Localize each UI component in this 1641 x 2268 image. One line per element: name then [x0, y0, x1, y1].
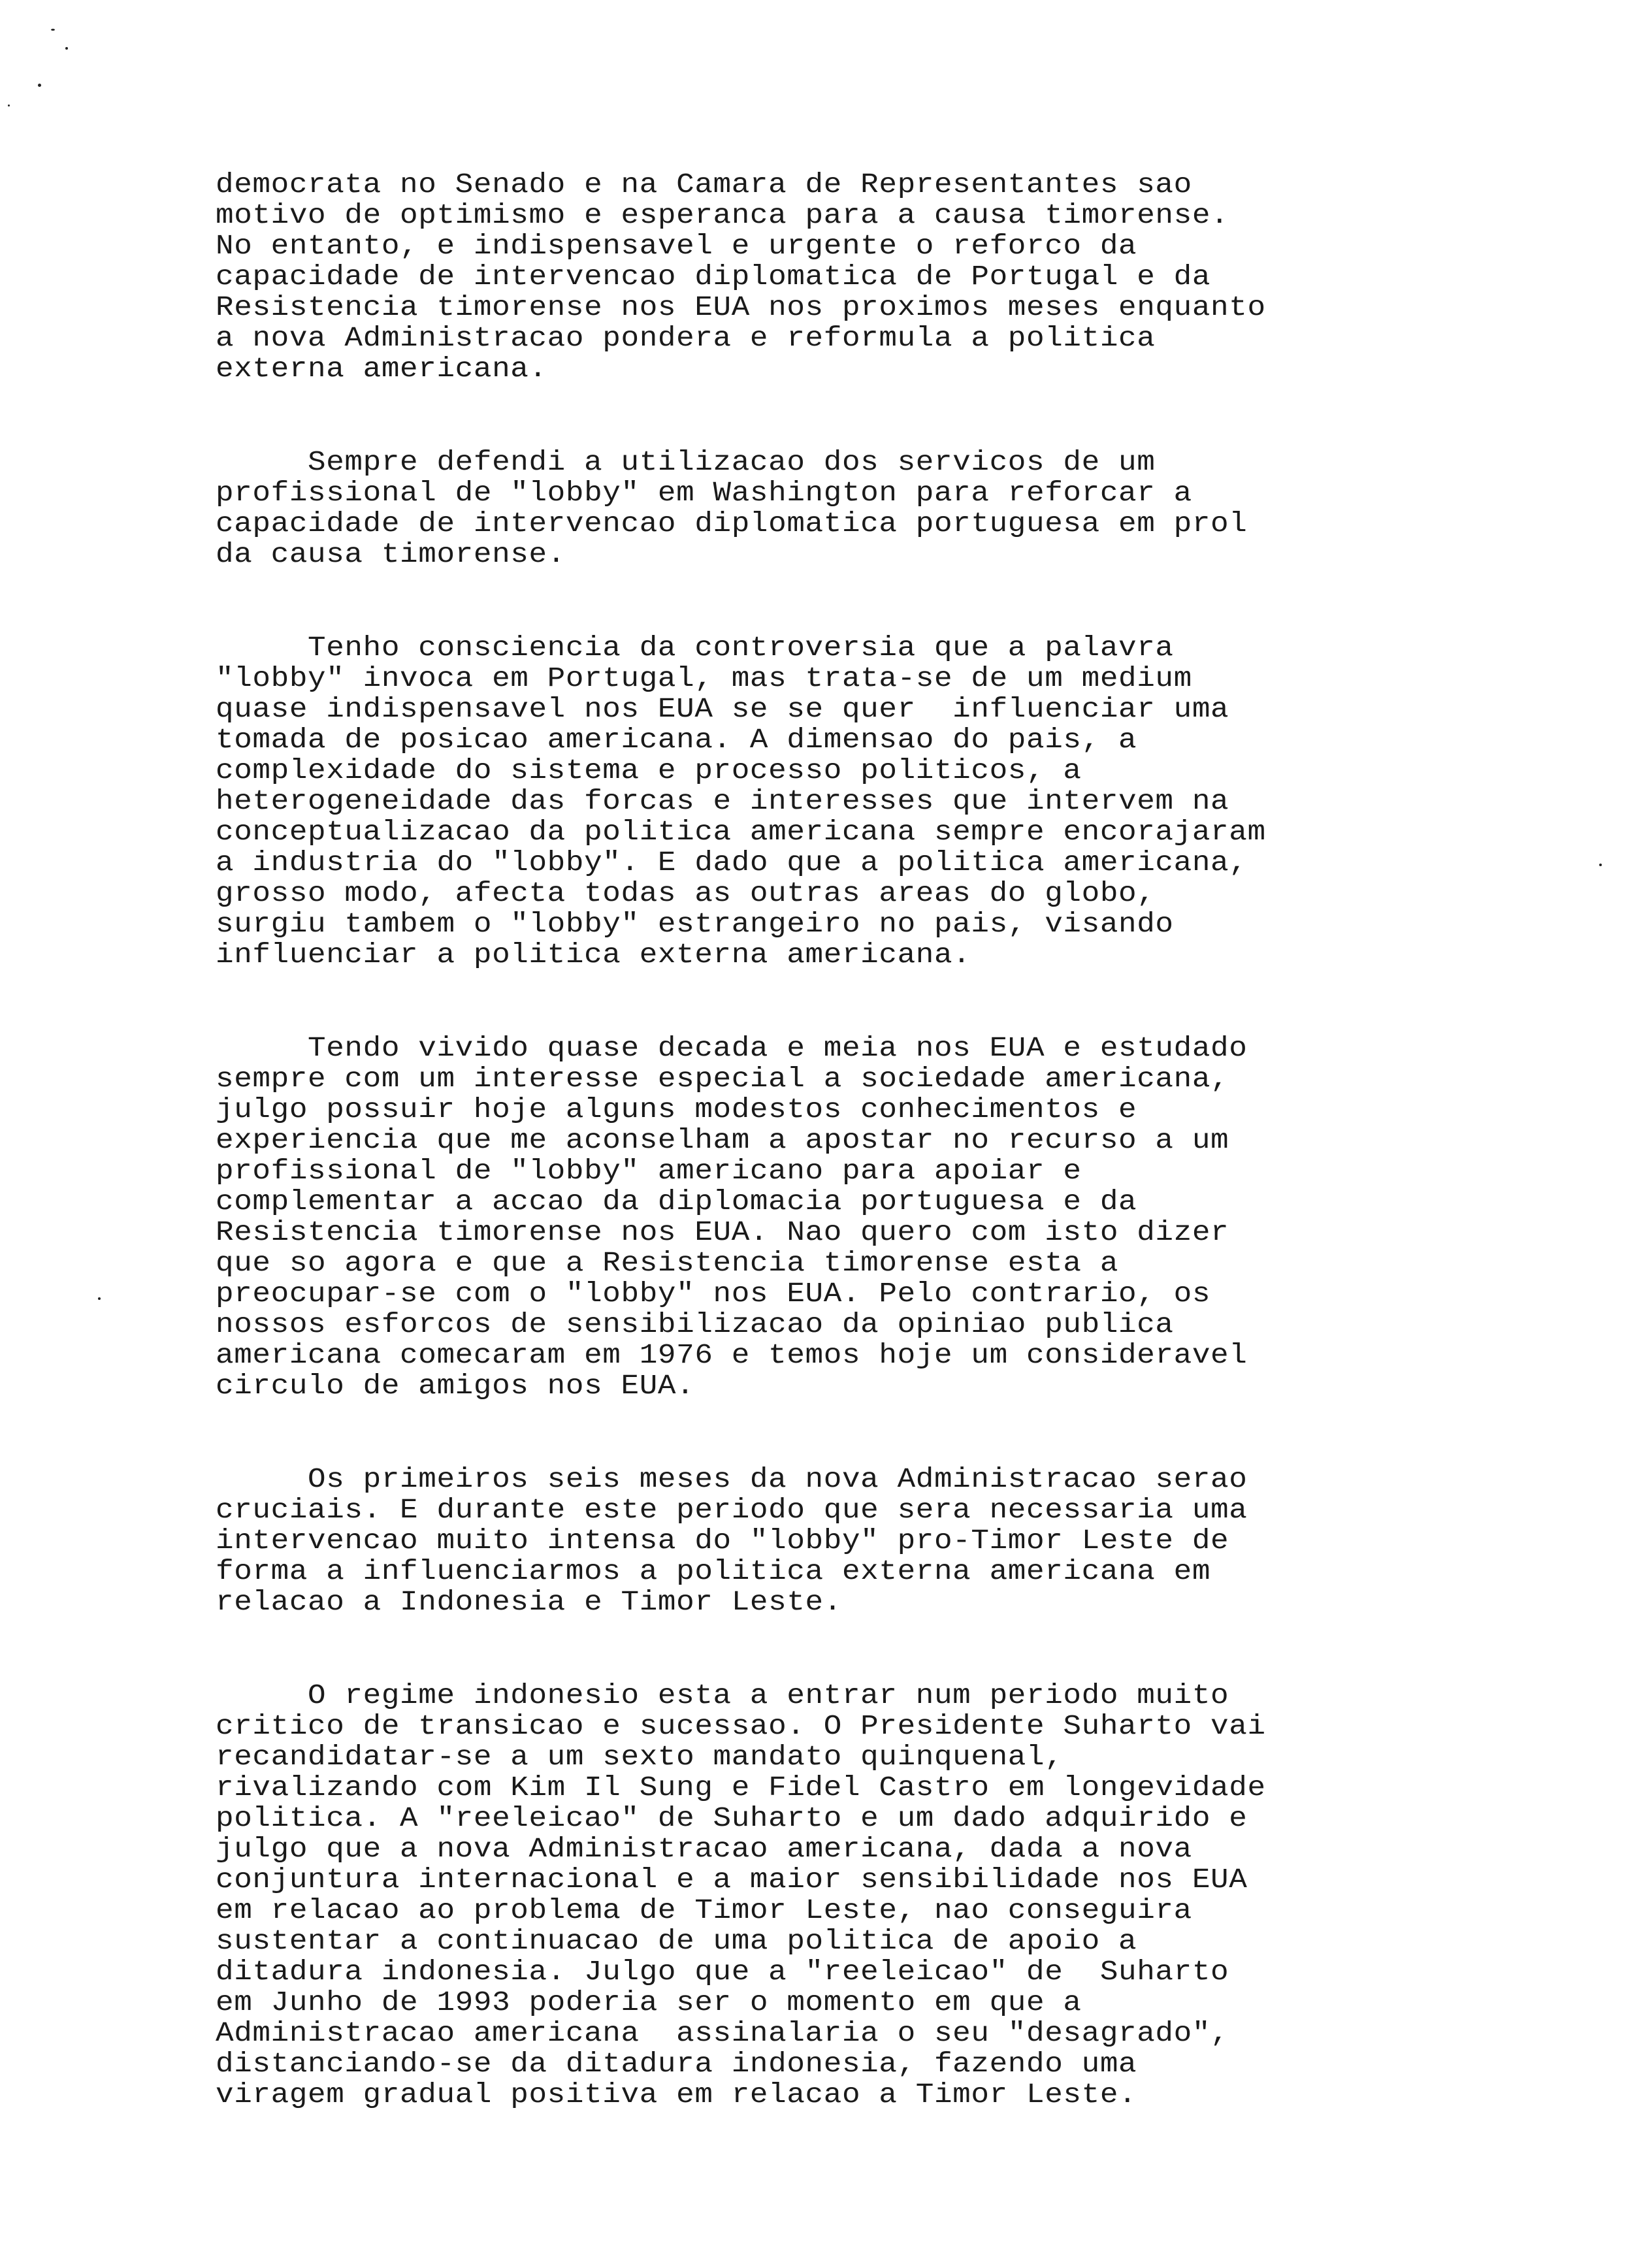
text-line: circulo de amigos nos EUA. [216, 1370, 695, 1402]
text-line: Tenho consciencia da controversia que a palavra [216, 632, 1174, 664]
text-line: ditadura indonesia. Julgo que a "reeleicao" de Suharto [216, 1956, 1229, 1988]
text-line: americana comecaram em 1976 e temos hoje um consideravel [216, 1340, 1248, 1372]
text-line: conceptualizacao da politica americana sempre encorajaram [216, 817, 1266, 849]
text-line: capacidade de intervencao diplomatica portuguesa em prol [216, 508, 1248, 540]
text-line: sustentar a continuacao de uma politica de apoio a [216, 1926, 1137, 1958]
text-line: Resistencia timorense nos EUA nos proximos meses enquanto [216, 292, 1266, 324]
text-line: preocupar-se com o "lobby" nos EUA. Pelo contrario, os [216, 1278, 1211, 1310]
text-line: cruciais. E durante este periodo que sera necessaria uma [216, 1495, 1248, 1527]
text-line: em relacao ao problema de Timor Leste, nao conseguira [216, 1895, 1192, 1927]
text-line: politica. A "reeleicao" de Suharto e um dado adquirido e [216, 1803, 1248, 1835]
text-line: democrata no Senado e na Camara de Representantes sao [216, 169, 1192, 201]
text-line: motivo de optimismo e esperanca para a causa timorense. [216, 200, 1229, 232]
paragraph [216, 449, 1431, 572]
text-line: julgo possuir hoje alguns modestos conhecimentos e [216, 1094, 1137, 1126]
paragraph [216, 1682, 1431, 2112]
scan-speck [65, 47, 68, 50]
text-line: heterogeneidade das forcas e interesses que intervem na [216, 786, 1229, 818]
text-line: Tendo vivido quase decada e meia nos EUA e estudado [216, 1033, 1248, 1065]
paragraph [216, 1035, 1431, 1403]
text-line: recandidatar-se a um sexto mandato quinquenal, [216, 1742, 1064, 1774]
text-line: profissional de "lobby" americano para apoiar e [216, 1156, 1082, 1188]
text-line: complexidade do sistema e processo politicos, a [216, 755, 1082, 787]
text-line: forma a influenciarmos a politica externa americana em [216, 1556, 1211, 1588]
text-line: quase indispensavel nos EUA se se quer influenciar uma [216, 694, 1229, 726]
text-line: critico de transicao e sucessao. O Presidente Suharto vai [216, 1711, 1266, 1743]
scan-speck [8, 105, 10, 106]
text-line: em Junho de 1993 poderia ser o momento em que a [216, 1987, 1082, 2019]
text-line: Os primeiros seis meses da nova Administracao serao [216, 1464, 1248, 1496]
text-line: a nova Administracao pondera e reformula a politica [216, 323, 1156, 355]
document-body [216, 171, 1431, 2175]
text-line: grosso modo, afecta todas as outras areas do globo, [216, 878, 1156, 910]
scan-speck [51, 29, 55, 31]
paragraph [216, 1466, 1431, 1619]
text-line: complementar a accao da diplomacia portuguesa e da [216, 1186, 1137, 1218]
text-line: sempre com um interesse especial a sociedade americana, [216, 1063, 1229, 1095]
scan-speck [38, 84, 41, 87]
text-line: experiencia que me aconselham a apostar no recurso a um [216, 1125, 1229, 1157]
text-line: que so agora e que a Resistencia timorense esta a [216, 1248, 1119, 1280]
text-line: No entanto, e indispensavel e urgente o reforco da [216, 231, 1137, 263]
text-line: da causa timorense. [216, 539, 566, 571]
paragraph [216, 634, 1431, 972]
text-line: a industria do "lobby". E dado que a politica americana, [216, 847, 1248, 879]
paragraph [216, 171, 1431, 386]
scan-speck [1599, 864, 1602, 866]
text-line: capacidade de intervencao diplomatica de Portugal e da [216, 261, 1211, 293]
text-line: "lobby" invoca em Portugal, mas trata-se de um medium [216, 663, 1192, 695]
scan-speck [98, 1297, 101, 1300]
text-line: nossos esforcos de sensibilizacao da opiniao publica [216, 1309, 1174, 1341]
text-line: tomada de posicao americana. A dimensao do pais, a [216, 724, 1137, 756]
text-line: viragem gradual positiva em relacao a Timor Leste. [216, 2079, 1137, 2111]
text-line: julgo que a nova Administracao americana, dada a nova [216, 1834, 1192, 1866]
text-line: O regime indonesio esta a entrar num periodo muito [216, 1680, 1229, 1712]
text-line: profissional de "lobby" em Washington para reforcar a [216, 478, 1192, 510]
text-line: Resistencia timorense nos EUA. Nao quero com isto dizer [216, 1217, 1229, 1249]
text-line: Administracao americana assinalaria o seu "desagrado", [216, 2018, 1229, 2050]
text-line: conjuntura internacional e a maior sensibilidade nos EUA [216, 1864, 1248, 1896]
text-line: influenciar a politica externa americana. [216, 939, 971, 971]
text-line: Sempre defendi a utilizacao dos servicos de um [216, 447, 1156, 479]
text-line: externa americana. [216, 353, 547, 385]
text-line: distanciando-se da ditadura indonesia, fazendo uma [216, 2049, 1137, 2081]
text-line: intervencao muito intensa do "lobby" pro-Timor Leste de [216, 1525, 1229, 1557]
text-line: rivalizando com Kim Il Sung e Fidel Castro em longevidade [216, 1772, 1266, 1804]
text-line: surgiu tambem o "lobby" estrangeiro no pais, visando [216, 909, 1174, 941]
text-line: relacao a Indonesia e Timor Leste. [216, 1587, 842, 1619]
